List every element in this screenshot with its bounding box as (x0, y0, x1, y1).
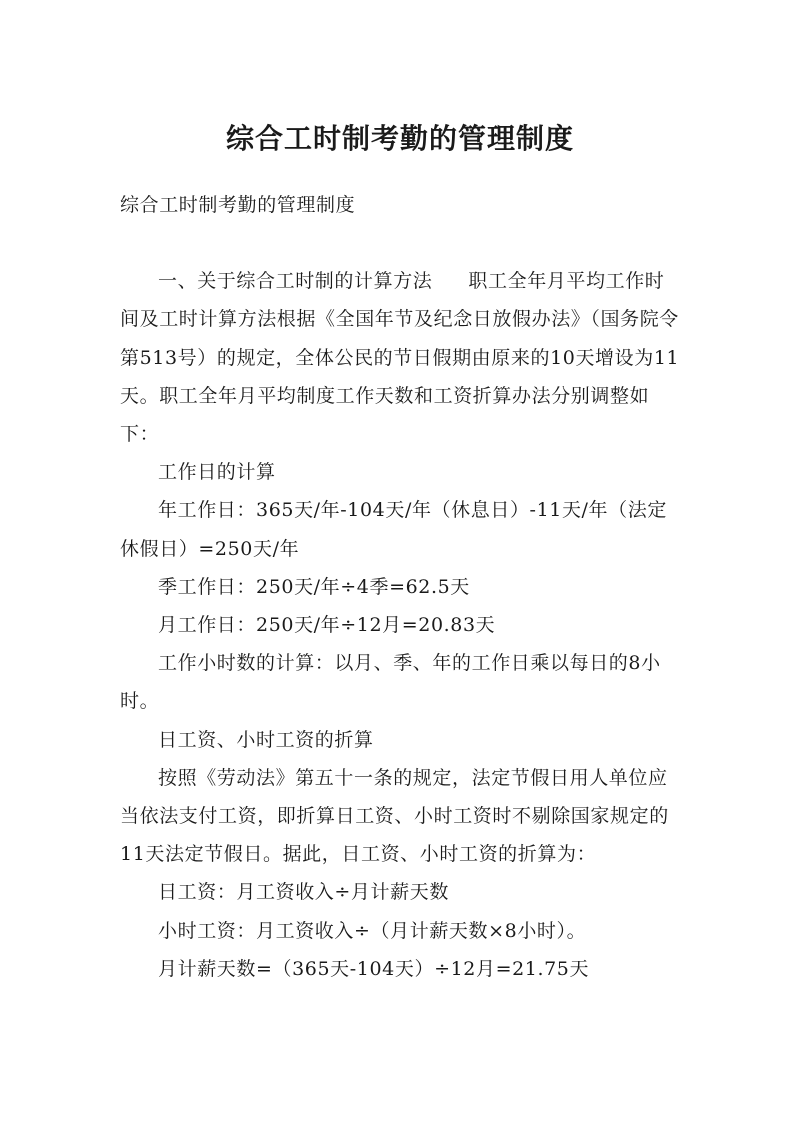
section-1-heading: 一、关于综合工时制的计算方法 (158, 270, 433, 293)
section-1-paragraph (120, 262, 680, 453)
pay-days-line: 月计薪天数=（365天-104天）÷12月=21.75天 (158, 957, 590, 980)
workday-heading: 工作日的计算 (158, 461, 276, 484)
month-workdays-line: 月工作日：250天/年÷12月=20.83天 (158, 614, 496, 637)
daily-wage-line: 日工资：月工资收入÷月计薪天数 (158, 881, 449, 904)
work-hours-line: 工作小时数的计算：以月、季、年的工作日乘以每日的8小时。 (120, 652, 661, 713)
section-1-body: 职工全年月平均工作时间及工时计算方法根据《全国年节及纪念日放假办法》（国务院令第513号）的规定，全体公民的节日假期由原来的10天增设为11天。职工全年月平均制度工作天数和工资折算办法分别调整如下： (120, 270, 680, 446)
wage-heading: 日工资、小时工资的折算 (158, 728, 374, 751)
document-body (120, 186, 680, 988)
year-workdays-line: 年工作日：365天/年-104天/年（休息日）-11天/年（法定休假日）=250天/年 (120, 499, 667, 560)
wage-paragraph: 按照《劳动法》第五十一条的规定，法定节假日用人单位应当依法支付工资，即折算日工资、小时工资时不剔除国家规定的11天法定节假日。据此，日工资、小时工资的折算为： (120, 766, 669, 866)
quarter-workdays-line: 季工作日：250天/年÷4季=62.5天 (158, 575, 470, 598)
document-subtitle: 综合工时制考勤的管理制度 (120, 194, 356, 216)
document-title: 综合工时制考勤的管理制度 (225, 121, 574, 155)
hourly-wage-line: 小时工资：月工资收入÷（月计薪天数×8小时）。 (158, 919, 587, 942)
